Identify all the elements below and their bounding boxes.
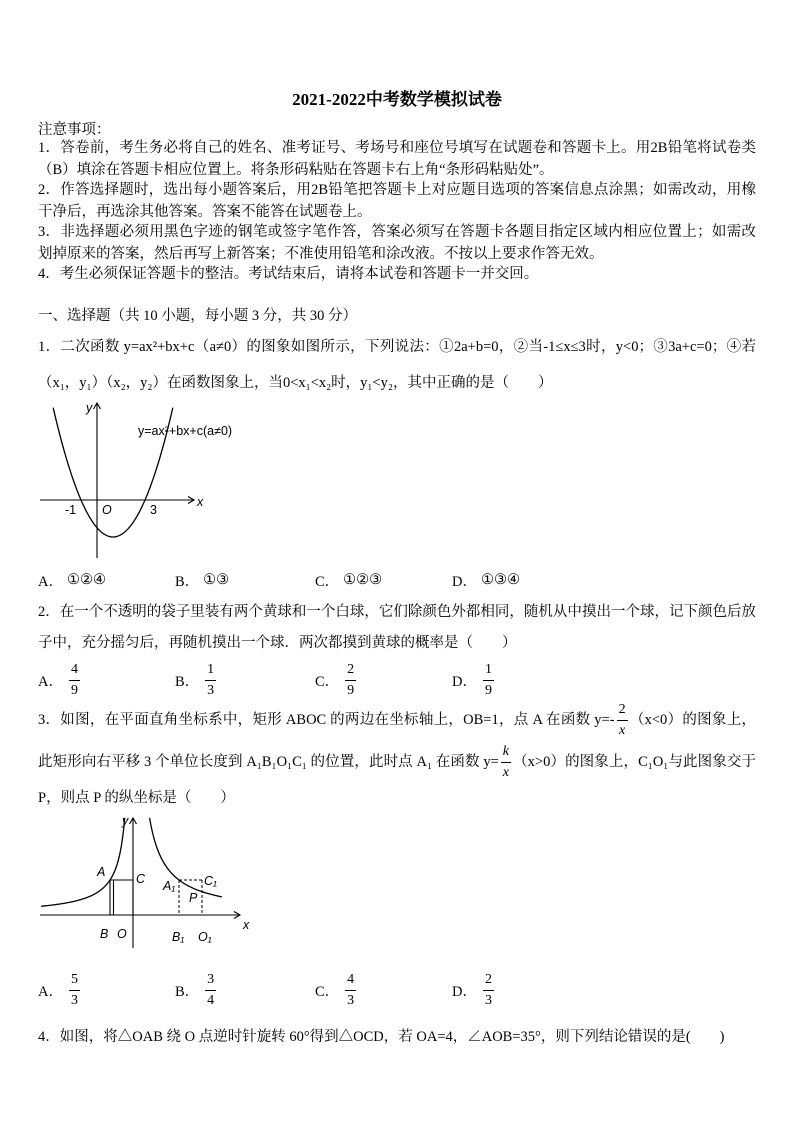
fraction-denominator: 3 — [484, 992, 492, 1008]
option-fraction — [483, 971, 494, 1010]
option-letter: A． — [38, 983, 63, 1000]
question-3-option-d — [452, 970, 496, 1010]
question-1-text: 1．二次函数 y=ax²+bx+c（a≠0）的图象如图所示，下列说法：①2a+b=0，②当-1≤x≤3时，y<0；③3a+c=0；④若 — [38, 339, 756, 355]
notice-line: （B）填涂在答题卡相应位置上。将条形码粘贴在答题卡右上角“条形码粘贴处”。 — [38, 162, 554, 178]
origin-label: O — [102, 503, 112, 517]
y-axis-label: y — [86, 401, 93, 415]
option-fraction — [345, 661, 356, 700]
question-2-option-d — [452, 660, 496, 700]
notice-line: 2．作答选择题时，选出每小题答案后，用2B铅笔把答题卡上对应题目选项的答案信息点涂黑；如需改动，用橡 — [38, 182, 756, 198]
question-2-option-a — [38, 660, 82, 700]
fraction-numerator: 2 — [345, 661, 356, 681]
option-letter: B． — [175, 983, 200, 1000]
fraction-numerator: 4 — [345, 971, 356, 991]
fraction-denominator: x — [502, 765, 509, 781]
tick-label-minus-1: -1 — [65, 503, 77, 517]
page-title: 2021-2022中考数学模拟试卷 — [292, 90, 502, 109]
fraction-numerator: 4 — [69, 661, 80, 681]
fraction-numerator: 2 — [617, 701, 628, 721]
question-3-option-b — [175, 970, 218, 1010]
option-fraction — [205, 971, 216, 1010]
question-3-text: P，则点 P 的纵坐标是（ ） — [38, 790, 235, 806]
label-c: C — [136, 872, 146, 886]
option-text: ①③④ — [480, 571, 520, 588]
label-o: O — [117, 927, 127, 941]
fraction-numerator: 2 — [483, 971, 494, 991]
fraction-denominator: 9 — [484, 682, 492, 698]
question-4-text: 4．如图，将△OAB 绕 O 点逆时针旋转 60°得到△OCD，若 OA=4，∠AOB=35°，则下列结论错误的是( ) — [38, 1029, 725, 1045]
option-fraction — [69, 661, 80, 700]
question-3-option-a — [38, 970, 82, 1010]
option-letter: B． — [175, 573, 200, 590]
notice-line: 1．答卷前，考生务必将自己的姓名、准考证号、考场号和座位号填写在试题卷和答题卡上。用2B铅笔将试卷类 — [38, 140, 756, 156]
option-letter: A． — [38, 573, 63, 590]
x-axis-label: x — [197, 495, 204, 509]
label-y: y — [122, 814, 129, 828]
fraction-denominator: x — [618, 723, 626, 739]
fraction-denominator: 3 — [70, 992, 78, 1008]
question-1-figure — [30, 395, 255, 565]
option-fraction — [69, 971, 80, 1010]
tick-label-3: 3 — [150, 503, 157, 517]
option-text: ①②④ — [66, 571, 106, 588]
option-letter: C． — [315, 983, 340, 1000]
text-segment: 3．如图，在平面直角坐标系中，矩形 ABOC 的两边在坐标轴上，OB=1，点 A 在函数 y=- — [38, 712, 615, 728]
option-text: ①③ — [203, 571, 230, 588]
option-letter: A． — [38, 673, 63, 690]
option-letter: C． — [315, 673, 340, 690]
notice-line: 干净后，再选涂其他答案。答案不能答在试题卷上。 — [38, 204, 372, 220]
curve-equation-label: y=ax²+bx+c(a≠0) — [138, 424, 233, 438]
option-text: ①②③ — [343, 571, 383, 588]
label-p: P — [189, 891, 198, 905]
label-c1: C₁ — [204, 874, 217, 888]
text-segment: 此矩形向右平移 3 个单位长度到 A₁B₁O₁C₁ 的位置，此时点 A₁ 在函数 y= — [38, 754, 499, 770]
fraction-numerator: 3 — [205, 971, 216, 991]
question-3-figure — [30, 812, 260, 952]
label-x: x — [243, 918, 250, 932]
question-3-text — [38, 698, 756, 742]
inline-fraction — [617, 701, 628, 740]
question-1-option-d — [452, 570, 520, 590]
question-3-text — [38, 740, 756, 784]
question-2-option-c — [315, 660, 358, 700]
question-1-option-c — [315, 570, 382, 590]
label-o1: O₁ — [198, 930, 212, 944]
option-letter: C． — [315, 573, 340, 590]
fraction-denominator: 3 — [347, 992, 355, 1008]
option-letter: D． — [452, 983, 477, 1000]
hyperbola-left-branch — [41, 818, 125, 906]
fraction-numerator: 1 — [483, 661, 494, 681]
label-b: B — [100, 927, 109, 941]
label-a1: A₁ — [163, 879, 176, 893]
notice-line: 划掉原来的答案，然后再写上新答案；不准使用铅笔和涂改液。不按以上要求作答无效。 — [38, 246, 604, 262]
question-1-option-a — [38, 570, 106, 590]
fraction-numerator: k — [501, 743, 511, 763]
option-fraction — [205, 661, 216, 700]
fraction-denominator: 9 — [70, 682, 78, 698]
notice-line: 3．非选择题必须用黑色字迹的钢笔或签字笔作答，答案必须写在答题卡各题目指定区域内相应位置上；如需改 — [38, 224, 756, 240]
question-2-text: 子中，充分摇匀后，再随机摸出一个球．两次都摸到黄球的概率是（ ） — [38, 635, 517, 651]
question-2-text: 2．在一个不透明的袋子里装有两个黄球和一个白球，它们除颜色外都相同，随机从中摸出一个球，记下颜色后放 — [38, 604, 756, 620]
option-letter: D． — [452, 573, 477, 590]
notice-line: 4．考生必须保证答题卡的整洁。考试结束后，请将本试卷和答题卡一并交回。 — [38, 266, 539, 282]
fraction-numerator: 5 — [69, 971, 80, 991]
text-segment: （x<0）的图象上， — [629, 712, 756, 728]
inline-fraction — [501, 743, 511, 782]
option-letter: B． — [175, 673, 200, 690]
section-heading: 一、选择题（共 10 小题，每小题 3 分，共 30 分） — [38, 308, 357, 324]
label-a: A — [97, 865, 106, 879]
option-letter: D． — [452, 673, 477, 690]
question-3-option-c — [315, 970, 358, 1010]
text-segment: （x>0）的图象上，C₁O₁与此图象交于 — [512, 754, 756, 770]
question-1-option-b — [175, 570, 229, 590]
question-2-option-b — [175, 660, 218, 700]
fraction-denominator: 9 — [347, 682, 355, 698]
option-fraction — [483, 661, 494, 700]
label-b1: B₁ — [172, 930, 185, 944]
fraction-denominator: 4 — [207, 992, 215, 1008]
question-1-text: （x₁，y₁）（x₂，y₂）在函数图象上，当0<x₁<x₂时，y₁<y₂，其中正确的是（ ） — [38, 375, 553, 391]
fraction-denominator: 3 — [207, 682, 215, 698]
fraction-numerator: 1 — [205, 661, 216, 681]
option-fraction — [345, 971, 356, 1010]
notice-heading: 注意事项： — [38, 122, 111, 138]
